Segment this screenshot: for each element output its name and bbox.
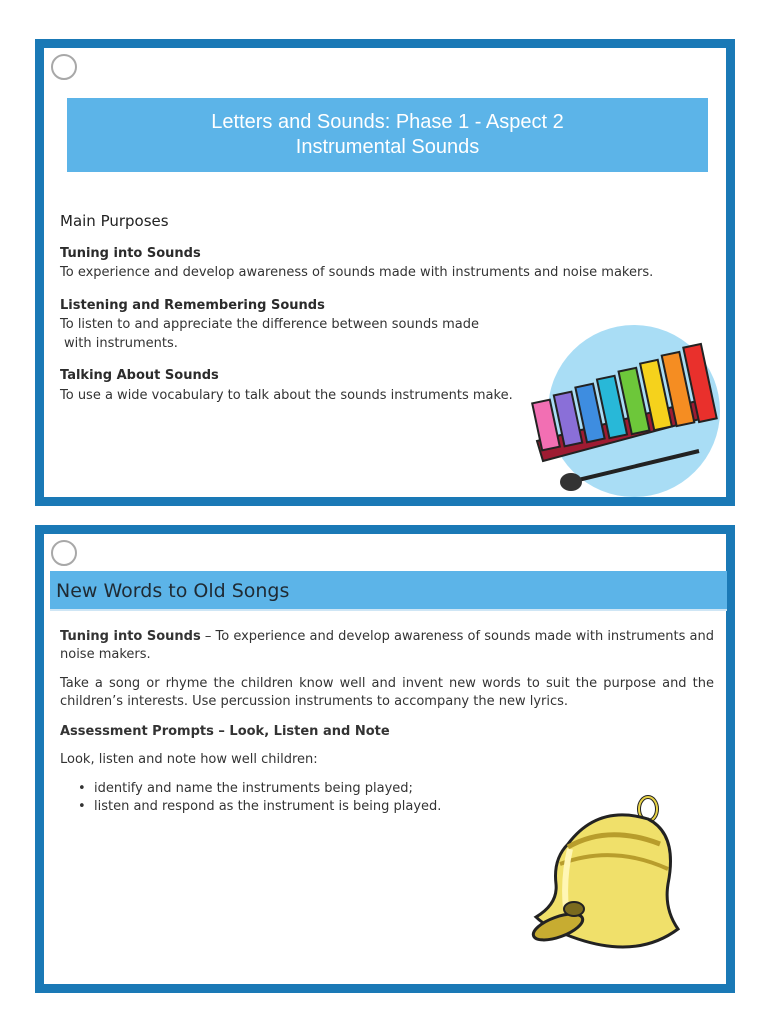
section-text-listening-2: with instruments. (64, 336, 178, 351)
assessment-lead: Look, listen and note how well children: (60, 752, 318, 767)
punch-hole-icon (51, 54, 77, 80)
activity-card-2 (35, 525, 735, 993)
intro-paragraph (60, 628, 714, 664)
card-title-line1: Letters and Sounds: Phase 1 - Aspect 2 (211, 111, 564, 133)
section-title-tuning: Tuning into Sounds (60, 246, 201, 261)
list-item: • identify and name the instruments being played; (60, 780, 714, 798)
intro-text: – To experience and develop awareness of sounds made with instruments and noise makers. (60, 629, 714, 662)
instruction-paragraph: Take a song or rhyme the children know well and invent new words to suit the purpose and the children’s interests. Use percussion instruments to accompany the new lyrics. (60, 676, 714, 709)
intro-bold: Tuning into Sounds (60, 629, 201, 644)
section-text-talking: To use a wide vocabulary to talk about the sounds instruments make. (60, 388, 513, 403)
card-title-box (67, 98, 708, 172)
section-text-tuning: To experience and develop awareness of sounds made with instruments and noise makers. (60, 265, 654, 280)
activity-banner: New Words to Old Songs (50, 571, 727, 611)
punch-hole-icon (51, 540, 77, 566)
activity-card-1 (35, 39, 735, 506)
bell-icon (528, 789, 688, 954)
list-item: • listen and respond as the instrument is being played. (60, 798, 714, 816)
main-purposes-heading: Main Purposes (60, 212, 169, 230)
section-title-talking: Talking About Sounds (60, 368, 219, 383)
card-title-line2: Instrumental Sounds (295, 136, 480, 158)
xylophone-icon (529, 323, 724, 503)
assessment-heading: Assessment Prompts – Look, Listen and Note (60, 724, 390, 739)
section-text-listening-1: To listen to and appreciate the difference between sounds made (60, 317, 479, 332)
section-title-listening: Listening and Remembering Sounds (60, 298, 325, 313)
